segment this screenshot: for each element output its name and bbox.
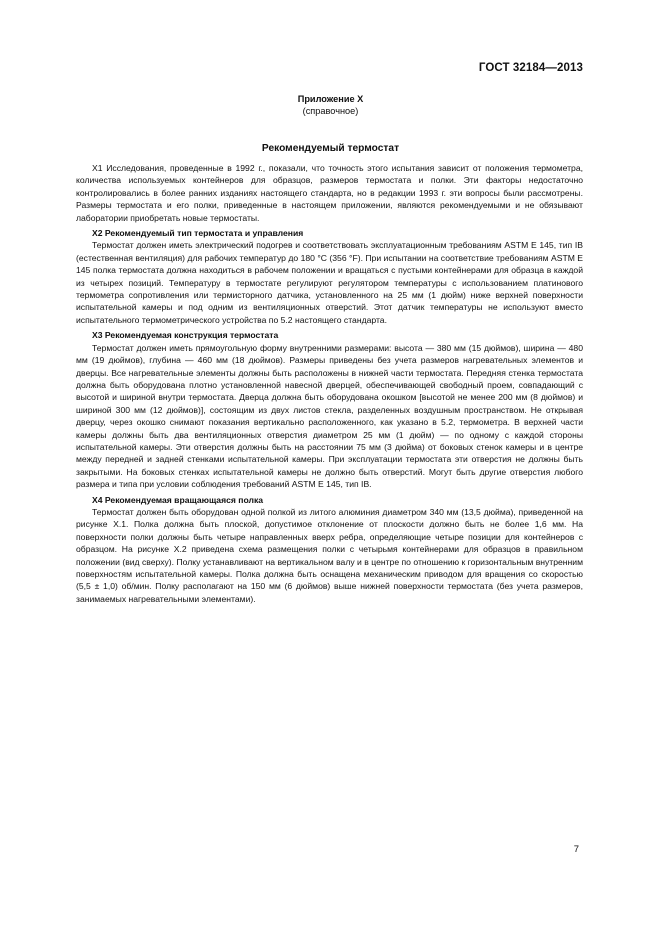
standard-number: ГОСТ 32184—2013 bbox=[478, 62, 583, 74]
page-number: 7 bbox=[573, 844, 579, 855]
annex-type: (справочное) bbox=[302, 106, 359, 116]
section-x1-text: X1 Исследования, проведенные в 1992 г., показали, что точность этого испытания зависит от положения термометра, количества используемых контейнеров для образцов, размеров термостата и полки. Эти факторы недостаточно контролировались в более ранних изданиях настоящего стандарта, но в редакции 1993 г. эти вопросы были рассмотрены. Размеры термостата и его полки, приведенные в настоящем приложении, являются рекомендуемыми и не обязывают лаборатории приобретать новые термостаты. bbox=[76, 163, 583, 223]
section-x2-text: Термостат должен иметь электрический подогрев и соответствовать эксплуатационным требованиям ASTM E 145, тип IB (естественная вентиляция) для рабочих температур до 180 °C (356 °F). При испытании на соответствие требованиям ASTM E 145 полка термостата должна находиться в рабочем положении и вращаться с пустыми контейнерами для образца в каждой из четырех позиций. Температуру в термостате регулируют регулятором температуры с использованием платинового термометра сопротивления или термисторного датчика, установленного на 25 мм (1 дюйм) ниже верхней поверхности испытательной камеры и под одним из вентиляционных отверстий. Этот датчик температуры не используют вместо испытательного термометрического устройства по 5.2 настоящего стандарта. bbox=[76, 240, 583, 325]
section-x4-heading: X4 Рекомендуемая вращающаяся полка bbox=[92, 494, 264, 505]
section-x3-heading: X3 Рекомендуемая конструкция термостата bbox=[92, 330, 279, 341]
document-title: Рекомендуемый термостат bbox=[261, 143, 400, 154]
document-body bbox=[76, 162, 583, 605]
section-x3-text: Термостат должен иметь прямоугольную форму внутренними размерами: высота — 380 мм (15 дюймов), ширина — 480 мм (19 дюймов), глубина — 460 мм (18 дюймов). Размеры приведены без учета размеров нагревательных элементов и дверцы. Все нагревательные элементы должны быть расположены в нижней части термостата. Передняя стенка термостата должна быть оборудована плотно установленной навесной дверцей, обеспечивающей свободный проем, совпадающий с высотой и шириной внутри термостата. Дверца должна быть оборудована окошком [высотой не менее 200 мм (8 дюймов) и шириной 300 мм (12 дюймов)], состоящим из двух листов стекла, разделенных воздушным пространством. Не открывая дверцу, через окошко снимают показания вертикально расположенного, как указано в 5.2, термометра. В верхней части камеры должны быть два вентиляционных отверстия диаметром 25 мм (1 дюйм) — по одному с каждой стороны испытательной камеры. Эти отверстия должны быть на расстоянии 75 мм (3 дюйма) от боковых стенок камеры и в центре между передней и задней стенками испытательной камеры. При эксплуатации термостата эти отверстия не должны быть закрытыми. На боковых стенках испытательной камеры не должно быть отверстий. Могут быть другие отверстия любого размера и типа при условии соблюдения требований ASTM E 145, тип IB. bbox=[76, 342, 583, 490]
annex-label: Приложение X bbox=[297, 94, 364, 104]
section-x2-heading: X2 Рекомендуемый тип термостата и управления bbox=[92, 228, 304, 239]
section-x4-text: Термостат должен быть оборудован одной полкой из литого алюминия диаметром 340 мм (13,5 дюйма), приведенной на рисунке X.1. Полка должна быть плоской, допустимое отклонение от плоскости должно быть не более 1,6 мм. На поверхности полки должны быть четыре направленных вверх ребра, определяющие четыре позиции для контейнеров с образцом. На рисунке X.2 приведена схема размещения полки с четырьмя контейнерами для образцов в правильном положении (вид сверху). Полку устанавливают на вертикальном валу и в центре по отношению к горизонтальным внутренним поверхностям испытательной камеры. Полка должна быть оснащена механическим приводом для вращения со скоростью (5,5 ± 1,0) об/мин. Полку располагают на 150 мм (6 дюймов) выше нижней поверхности термостата (без учета размеров, занимаемых нагревательными элементами). bbox=[76, 506, 583, 604]
